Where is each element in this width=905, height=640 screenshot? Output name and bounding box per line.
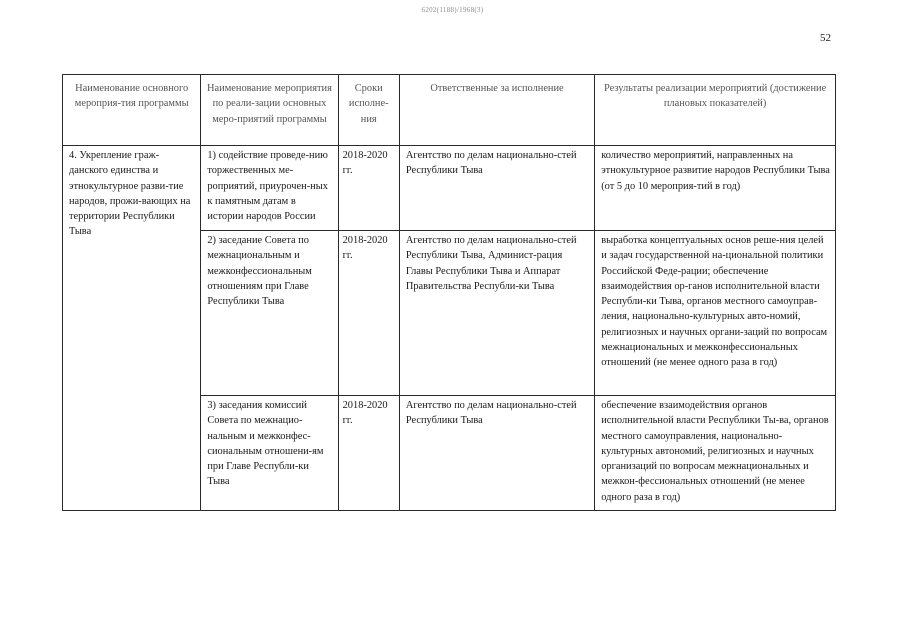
header-activity: Наименование мероприятия по реали-зации основных меро-приятий программы (201, 75, 338, 146)
table-header-row (63, 75, 836, 146)
responsible-cell: Агентство по делам национально-стей Республики Тыва (399, 396, 594, 511)
header-results: Результаты реализации мероприятий (достижение плановых показателей) (595, 75, 836, 146)
main-activity-cell: 4. Укрепление граж-данского единства и этнокультурное разви-тие народов, прожи-вающих на территории Республики Тыва (63, 146, 201, 511)
table-row (63, 146, 836, 231)
result-cell: выработка концептуальных основ реше-ния целей и задач государственной на-циональной политики Российской Феде-рации; обеспечение взаимодействия ор-ганов исполнительной власти Республи-ки Тыва, органов местного самоуправ-ления, национально-культурных авто-номий, религиозных и научных органи-заций по вопросам межнациональных и межконфессиональных отношений (не менее одного раза в год) (595, 231, 836, 396)
page-number: 52 (820, 32, 831, 44)
result-cell: количество мероприятий, направленных на этнокультурное развитие народов Республики Тыва (от 5 до 10 мероприя-тий в год) (595, 146, 836, 231)
header-main-activity: Наименование основного мероприя-тия программы (63, 75, 201, 146)
term-cell: 2018-2020 гг. (338, 146, 399, 231)
responsible-cell: Агентство по делам национально-стей Республики Тыва (399, 146, 594, 231)
term-cell: 2018-2020 гг. (338, 231, 399, 396)
header-term: Сроки исполне-ния (338, 75, 399, 146)
program-activities-table (62, 74, 836, 511)
result-cell: обеспечение взаимодействия органов исполнительной власти Республики Ты-ва, органов местного самоуправления, национально-культурных автономий, религиозных и научных организаций по вопросам межнациональных и межкон-фессиональных отношений (не менее одного раза в год) (595, 396, 836, 511)
activity-cell: 3) заседания комиссий Совета по межнацио-нальным и межконфес-сиональным отношени-ям при Главе Республи-ки Тыва (201, 396, 338, 511)
activity-cell: 1) содействие проведе-нию торжественных ме-роприятий, приурочен-ных к памятным датам в истории народов России (201, 146, 338, 231)
activity-cell: 2) заседание Совета по межнациональным и межконфессиональным отношениям при Главе Республики Тыва (201, 231, 338, 396)
responsible-cell: Агентство по делам национально-стей Республики Тыва, Админист-рация Главы Республики Тыва и Аппарат Правительства Республи-ки Тыва (399, 231, 594, 396)
header-responsible: Ответственные за исполнение (399, 75, 594, 146)
document-code: 6202(1188)/1968(3) (421, 6, 484, 14)
term-cell: 2018-2020 гг. (338, 396, 399, 511)
